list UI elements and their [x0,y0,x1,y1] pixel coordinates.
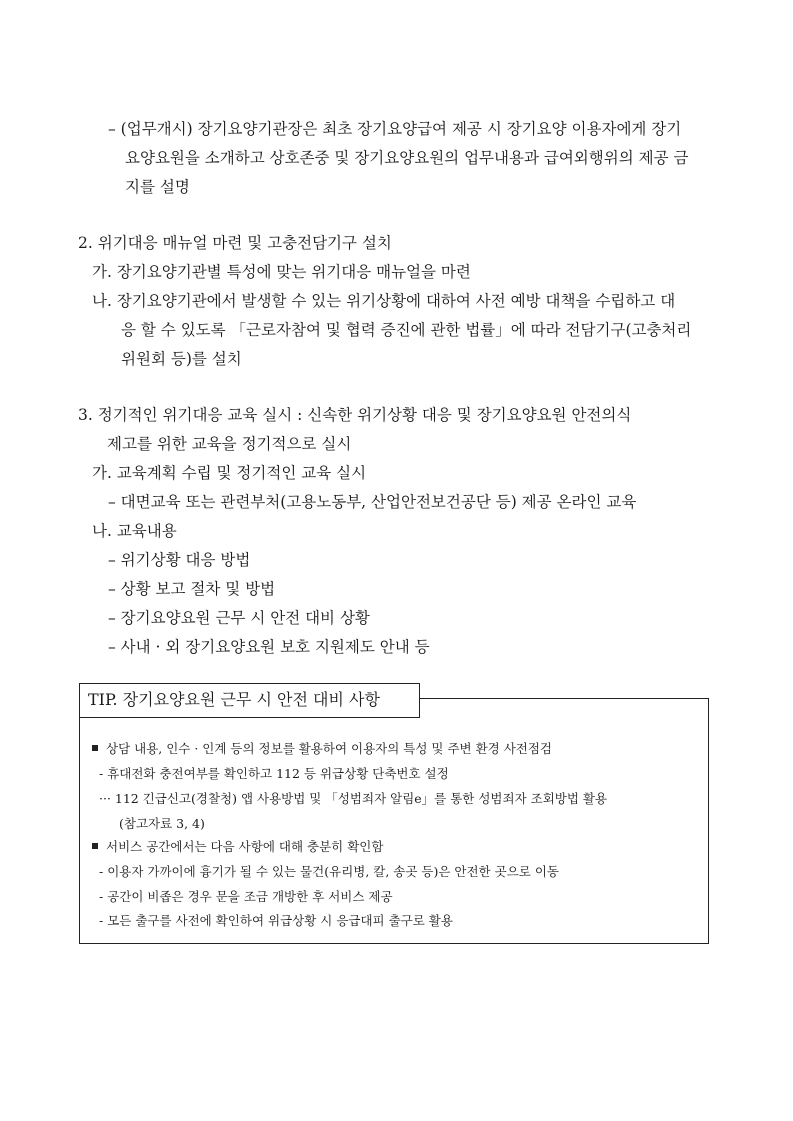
square-bullet-icon [92,843,98,849]
section2-item-a: 가. 장기요양기관별 특성에 맞는 위기대응 매뉴얼을 마련 [92,263,471,281]
section3-item-b-sub3: – 장기요양요원 근무 시 안전 대비 상황 [108,609,370,627]
tip-bullet1-sub3: (참고자료 3, 4) [119,816,205,831]
section3-heading-line2: 제고를 위한 교육을 정기적으로 실시 [107,435,352,453]
square-bullet-icon [92,745,98,751]
tip-bullet2-text: 서비스 공간에서는 다음 사항에 대해 충분히 확인함 [106,839,384,854]
tip-bullet1-text: 상담 내용, 인수 · 인계 등의 정보를 활용하여 이용자의 특성 및 주변 환경 사전점검 [106,741,553,756]
section3-item-b: 나. 교육내용 [92,522,177,540]
item-open-line1: – (업무개시) 장기요양기관장은 최초 장기요양급여 제공 시 장기요양 이용자에게 장기 [108,120,682,138]
section3-item-a: 가. 교육계획 수립 및 정기적인 교육 실시 [92,464,367,482]
item-open-line2: 요양요원을 소개하고 상호존중 및 장기요양요원의 업무내용과 급여외행위의 제공 금 [125,149,689,167]
section3-item-b-sub1: – 위기상황 대응 방법 [108,551,251,569]
tip-bullet1-sub1: - 휴대전화 충전여부를 확인하고 112 등 위급상황 단축번호 설정 [99,766,449,781]
section3-item-b-sub4: – 사내 · 외 장기요양요원 보호 지원제도 안내 등 [108,638,430,656]
section3-item-a-sub: – 대면교육 또는 관련부처(고용노동부, 산업안전보건공단 등) 제공 온라인 교육 [108,493,637,511]
section2-heading: 2. 위기대응 매뉴얼 마련 및 고충전담기구 설치 [78,234,392,252]
section2-item-b-line2: 응 할 수 있도록 「근로자참여 및 협력 증진에 관한 법률」에 따라 전담기구(고충처리 [121,321,692,339]
tip-bullet2-sub3: - 모든 출구를 사전에 확인하여 위급상황 시 응급대피 출구로 활용 [99,913,453,928]
tip-bullet2-sub1: - 이용자 가까이에 흉기가 될 수 있는 물건(유리병, 칼, 송곳 등)은 안전한 곳으로 이동 [99,864,559,879]
section3-heading-line1: 3. 정기적인 위기대응 교육 실시 : 신속한 위기상황 대응 및 장기요양요원 안전의식 [78,406,632,424]
tip-bullet2-sub2: - 공간이 비좁은 경우 문을 조금 개방한 후 서비스 제공 [99,889,393,904]
item-open-line3: 지를 설명 [125,178,190,196]
tip-bullet1-sub2: ··· 112 긴급신고(경찰청) 앱 사용방법 및 「성범죄자 알림e」를 통한 성범죄자 조회방법 활용 [99,791,608,806]
tip-title: TIP. 장기요양요원 근무 시 안전 대비 사항 [79,683,420,718]
tip-bullet2 [92,838,383,856]
section2-item-b-line3: 위원회 등)를 설치 [121,350,242,368]
section3-item-b-sub2: – 상황 보고 절차 및 방법 [108,580,276,598]
section2-item-b-line1: 나. 장기요양기관에서 발생할 수 있는 위기상황에 대하여 사전 예방 대책을 수립하고 대 [92,292,676,310]
tip-bullet1 [92,740,552,758]
